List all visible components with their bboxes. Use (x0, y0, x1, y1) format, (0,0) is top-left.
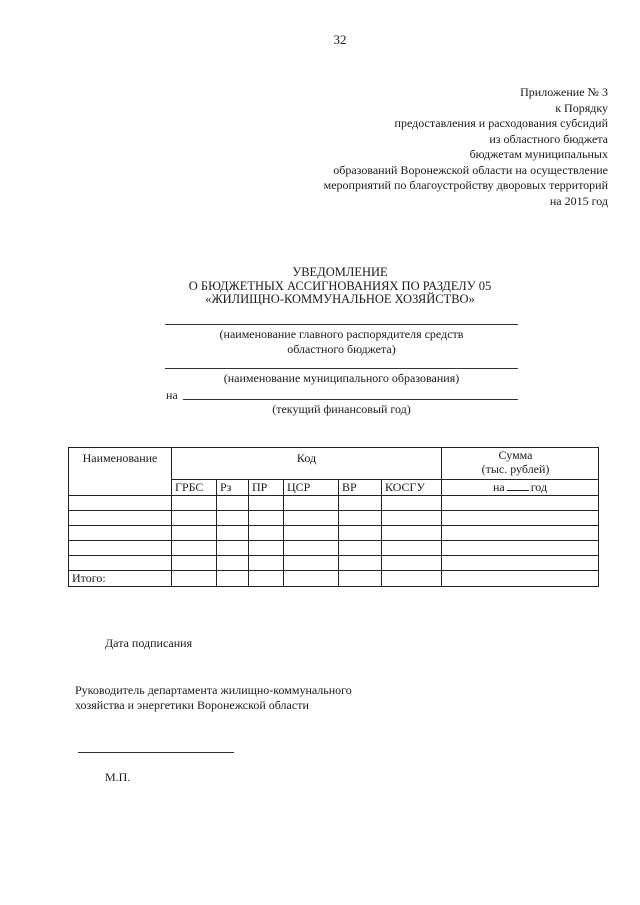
head-title-line: хозяйства и энергетики Воронежской области (75, 698, 309, 712)
year-prefix: на (166, 388, 178, 402)
municipality-caption: (наименование муниципального образования) (223, 371, 460, 385)
allocations-table (68, 447, 599, 587)
appendix-line: к Порядку (555, 100, 608, 115)
col-vr: ВР (339, 480, 382, 496)
col-sum-year (442, 480, 599, 496)
table-row (69, 556, 599, 571)
appendix-line: мероприятий по благоустройству дворовых территорий (323, 178, 608, 192)
table-row (69, 511, 599, 526)
title-line: О БЮДЖЕТНЫХ АССИГНОВАНИЯХ ПО РАЗДЕЛУ 05 (188, 278, 492, 293)
table-header-row (69, 448, 599, 480)
distributor-caption (165, 327, 518, 357)
head-title (75, 683, 352, 713)
title-line: «ЖИЛИЩНО-КОММУНАЛЬНОЕ ХОЗЯЙСТВО» (205, 292, 475, 306)
header-sum (442, 448, 599, 480)
appendix-line: из областного бюджета (489, 131, 608, 146)
document-title (160, 266, 520, 307)
table-row (69, 541, 599, 556)
col-kosgu: КОСГУ (382, 480, 442, 496)
col-grbs: ГРБС (172, 480, 217, 496)
table-total-row (69, 571, 599, 587)
signing-date-label: Дата подписания (105, 636, 193, 650)
caption-line: (наименование главного распорядителя средств (219, 327, 464, 341)
appendix-block (324, 85, 608, 209)
col-rz: Рз (217, 480, 249, 496)
appendix-line: на 2015 год (549, 193, 608, 208)
header-sum-units: (тыс. рублей) (481, 462, 550, 476)
table-row (69, 526, 599, 541)
col-pr: ПР (249, 480, 284, 496)
header-sum-title: Сумма (498, 448, 533, 462)
signature-line (78, 752, 234, 753)
caption-line: областного бюджета) (287, 342, 396, 356)
sum-year-suffix: год (530, 480, 548, 494)
sum-year-prefix: на (492, 480, 505, 494)
header-name: Наименование (69, 448, 172, 496)
total-label: Итого: (69, 571, 172, 587)
year-blank (507, 480, 529, 491)
appendix-line: образований Воронежской области на осуществление (333, 162, 608, 177)
year-caption: (текущий финансовый год) (272, 402, 411, 416)
municipality-line (165, 368, 518, 369)
col-csr: ЦСР (284, 480, 339, 496)
table-row (69, 496, 599, 511)
head-title-line: Руководитель департамента жилищно-коммунального (75, 683, 352, 697)
distributor-line (165, 324, 518, 325)
stamp-label: М.П. (105, 770, 131, 784)
appendix-line: предоставления и расходования субсидий (394, 116, 608, 130)
page-number: 32 (333, 32, 347, 47)
year-line (183, 399, 518, 400)
title-line: УВЕДОМЛЕНИЕ (292, 265, 388, 279)
appendix-line: бюджетам муниципальных (469, 147, 608, 161)
appendix-line: Приложение № 3 (520, 85, 608, 99)
header-code: Код (172, 448, 442, 480)
